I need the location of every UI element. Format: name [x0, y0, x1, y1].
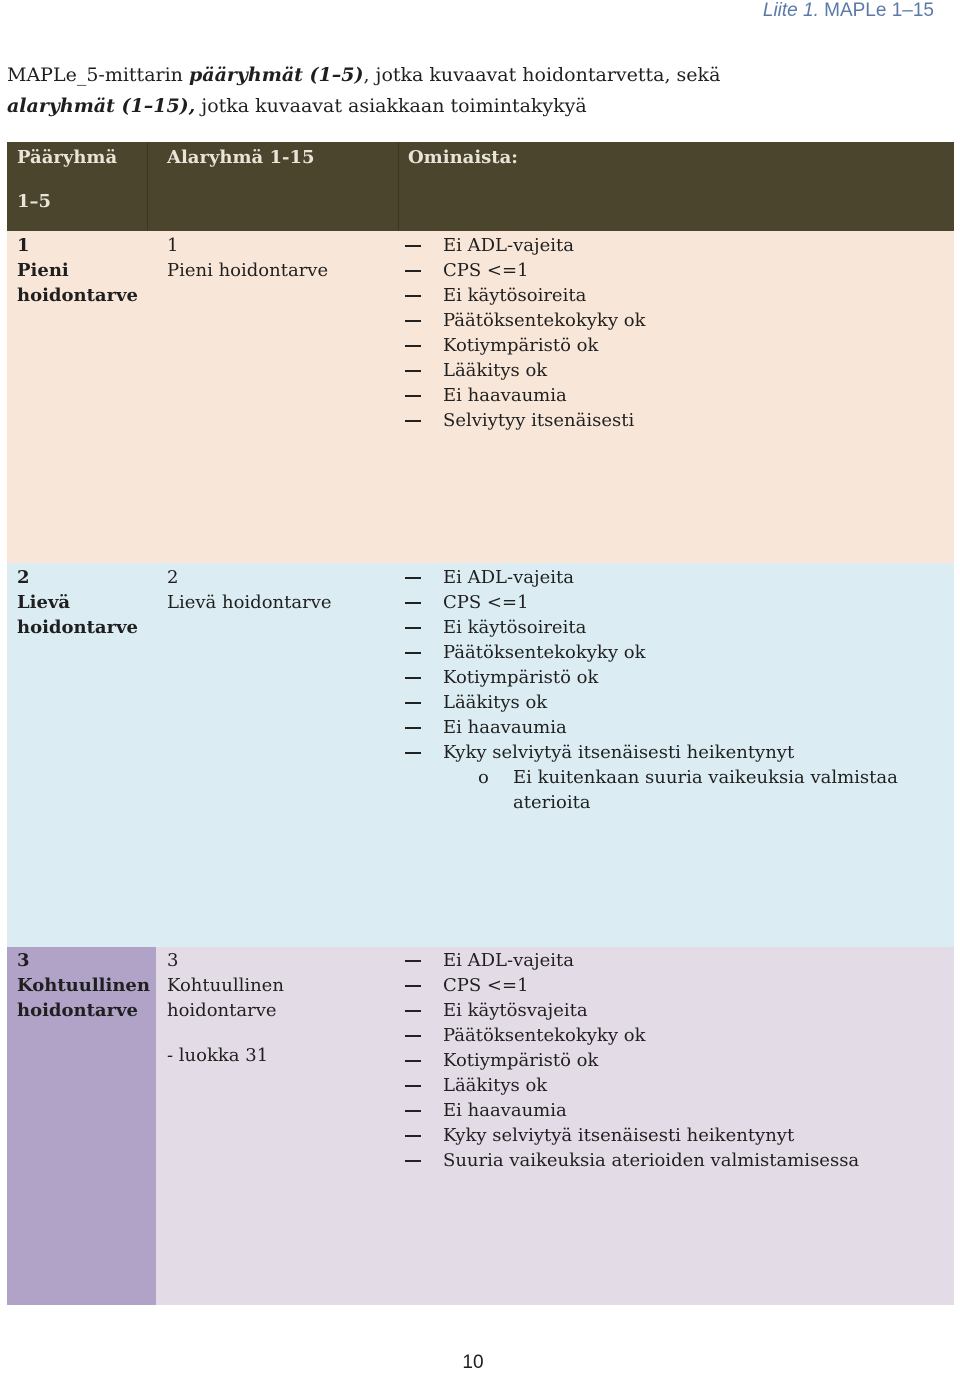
- characteristic-text: Kyky selviytyä itsenäisesti heikentynyt: [443, 742, 795, 763]
- main-group-name: hoidontarve: [17, 1000, 138, 1021]
- list-item: [405, 358, 645, 383]
- sub-group-cell: [167, 233, 328, 283]
- characteristic-text: Ei haavaumia: [443, 1100, 567, 1121]
- characteristic-text: Ei käytösoireita: [443, 285, 587, 306]
- list-item: [405, 1123, 859, 1148]
- characteristics-list: [405, 948, 859, 1173]
- list-item: [405, 308, 645, 333]
- characteristic-text: Kotiympäristö ok: [443, 335, 599, 356]
- sub-group-cell: [167, 948, 284, 1068]
- intro-part1: MAPLe_5-mittarin: [7, 64, 189, 86]
- table-header: [7, 142, 954, 231]
- characteristics-cell: [405, 948, 859, 1173]
- sub-group-name: Pieni hoidontarve: [167, 260, 329, 281]
- attachment-title: MAPLe 1–15: [818, 0, 934, 21]
- characteristic-text: Ei haavaumia: [443, 385, 567, 406]
- sub-group-number: 1: [167, 235, 179, 256]
- characteristics-cell: [405, 565, 898, 815]
- main-group-name: hoidontarve: [17, 285, 138, 306]
- maple-table: [7, 142, 954, 1305]
- list-item: [405, 233, 645, 258]
- dash-bullet: [405, 577, 421, 579]
- main-group-cell: [17, 233, 138, 308]
- sub-group-number: 2: [167, 567, 179, 588]
- list-item: [405, 1023, 859, 1048]
- intro-paragraph: [7, 60, 907, 122]
- dash-bullet: [405, 1035, 421, 1037]
- main-group-cell: [17, 565, 138, 640]
- header-divider: [398, 142, 399, 231]
- list-item: [405, 948, 859, 973]
- list-item: [405, 998, 859, 1023]
- characteristic-text: Ei ADL-vajeita: [443, 235, 574, 256]
- circle-bullet: o: [478, 767, 489, 788]
- sub-group-name: Lievä hoidontarve: [167, 592, 332, 613]
- dash-bullet: [405, 1085, 421, 1087]
- dash-bullet: [405, 652, 421, 654]
- sub-group-name: hoidontarve: [167, 1000, 277, 1021]
- characteristic-text: Ei käytösoireita: [443, 617, 587, 638]
- intro-part3: , jotka kuvaavat hoidontarvetta, sekä: [363, 64, 721, 86]
- main-group-number: 2: [17, 567, 30, 588]
- dash-bullet: [405, 727, 421, 729]
- characteristic-text: Ei haavaumia: [443, 717, 567, 738]
- intro-part5: jotka kuvaavat asiakkaan toimintakykyä: [195, 95, 587, 117]
- list-item: [405, 1098, 859, 1123]
- dash-bullet: [405, 320, 421, 322]
- header-sub-group: Alaryhmä 1-15: [167, 147, 315, 168]
- list-item: [405, 715, 898, 740]
- list-subitem: [405, 765, 898, 815]
- sub-group-name: Kohtuullinen: [167, 975, 284, 996]
- characteristic-text: Ei käytösvajeita: [443, 1000, 588, 1021]
- dash-bullet: [405, 602, 421, 604]
- subitem-text: Ei kuitenkaan suuria vaikeuksia valmistaa: [513, 767, 898, 788]
- main-group-number: 1: [17, 235, 30, 256]
- characteristic-text: Lääkitys ok: [443, 692, 548, 713]
- dash-bullet: [405, 1135, 421, 1137]
- dash-bullet: [405, 985, 421, 987]
- sub-group-class: - luokka 31: [167, 1045, 269, 1066]
- dash-bullet: [405, 702, 421, 704]
- characteristic-text: Päätöksentekokyky ok: [443, 642, 646, 663]
- sub-group-cell: [167, 565, 332, 615]
- header-main-group: [17, 144, 117, 216]
- main-group-name: Kohtuullinen: [17, 975, 150, 996]
- characteristics-list: [405, 233, 645, 433]
- header-characteristics: Ominaista:: [408, 147, 518, 168]
- characteristic-text: CPS <=1: [443, 975, 529, 996]
- characteristic-text: CPS <=1: [443, 260, 529, 281]
- list-item: [405, 740, 898, 765]
- header-divider: [147, 142, 148, 231]
- dash-bullet: [405, 345, 421, 347]
- list-item: [405, 408, 645, 433]
- dash-bullet: [405, 245, 421, 247]
- list-item: [405, 258, 645, 283]
- main-group-name: Pieni: [17, 260, 69, 281]
- dash-bullet: [405, 395, 421, 397]
- list-item: [405, 615, 898, 640]
- characteristic-text: Selviytyy itsenäisesti: [443, 410, 635, 431]
- list-item: [405, 665, 898, 690]
- list-item: [405, 283, 645, 308]
- dash-bullet: [405, 295, 421, 297]
- dash-bullet: [405, 960, 421, 962]
- attachment-prefix: Liite 1.: [762, 0, 819, 21]
- list-item: [405, 590, 898, 615]
- characteristic-text: Päätöksentekokyky ok: [443, 1025, 646, 1046]
- list-item: [405, 1148, 859, 1173]
- table-row: [7, 947, 954, 1305]
- main-group-name: hoidontarve: [17, 617, 138, 638]
- table-row: [7, 563, 954, 947]
- intro-sub-groups: alaryhmät (1–15),: [7, 95, 196, 117]
- table-row: [7, 231, 954, 563]
- characteristic-text: Kotiympäristö ok: [443, 1050, 599, 1071]
- list-item: [405, 640, 898, 665]
- sub-group-number: 3: [167, 950, 179, 971]
- characteristic-text: Päätöksentekokyky ok: [443, 310, 646, 331]
- dash-bullet: [405, 752, 421, 754]
- dash-bullet: [405, 1160, 421, 1162]
- list-item: [405, 565, 898, 590]
- main-group-cell: [17, 948, 150, 1023]
- characteristic-text: Kotiympäristö ok: [443, 667, 599, 688]
- list-item: [405, 333, 645, 358]
- attachment-label: [763, 0, 934, 22]
- dash-bullet: [405, 370, 421, 372]
- dash-bullet: [405, 677, 421, 679]
- header-main-group-range: 1–5: [17, 191, 52, 212]
- dash-bullet: [405, 420, 421, 422]
- characteristic-text: Lääkitys ok: [443, 1075, 548, 1096]
- list-item: [405, 1048, 859, 1073]
- characteristics-cell: [405, 233, 645, 433]
- list-item: [405, 1073, 859, 1098]
- characteristic-text: Kyky selviytyä itsenäisesti heikentynyt: [443, 1125, 795, 1146]
- list-item: [405, 973, 859, 998]
- dash-bullet: [405, 1110, 421, 1112]
- characteristic-text: CPS <=1: [443, 592, 529, 613]
- characteristics-list: [405, 565, 898, 815]
- list-item: [405, 383, 645, 408]
- characteristic-text: Ei ADL-vajeita: [443, 950, 574, 971]
- list-item: [405, 690, 898, 715]
- dash-bullet: [405, 627, 421, 629]
- subitem-text: aterioita: [513, 792, 591, 813]
- characteristic-text: Suuria vaikeuksia aterioiden valmistamisessa: [443, 1150, 860, 1171]
- dash-bullet: [405, 270, 421, 272]
- main-group-name: Lievä: [17, 592, 71, 613]
- dash-bullet: [405, 1010, 421, 1012]
- characteristic-text: Lääkitys ok: [443, 360, 548, 381]
- dash-bullet: [405, 1060, 421, 1062]
- main-group-number: 3: [17, 950, 30, 971]
- characteristic-text: Ei ADL-vajeita: [443, 567, 574, 588]
- page-number: 10: [462, 1352, 484, 1373]
- header-main-group-label: Pääryhmä: [17, 147, 118, 168]
- intro-main-groups: pääryhmät (1–5): [188, 64, 364, 86]
